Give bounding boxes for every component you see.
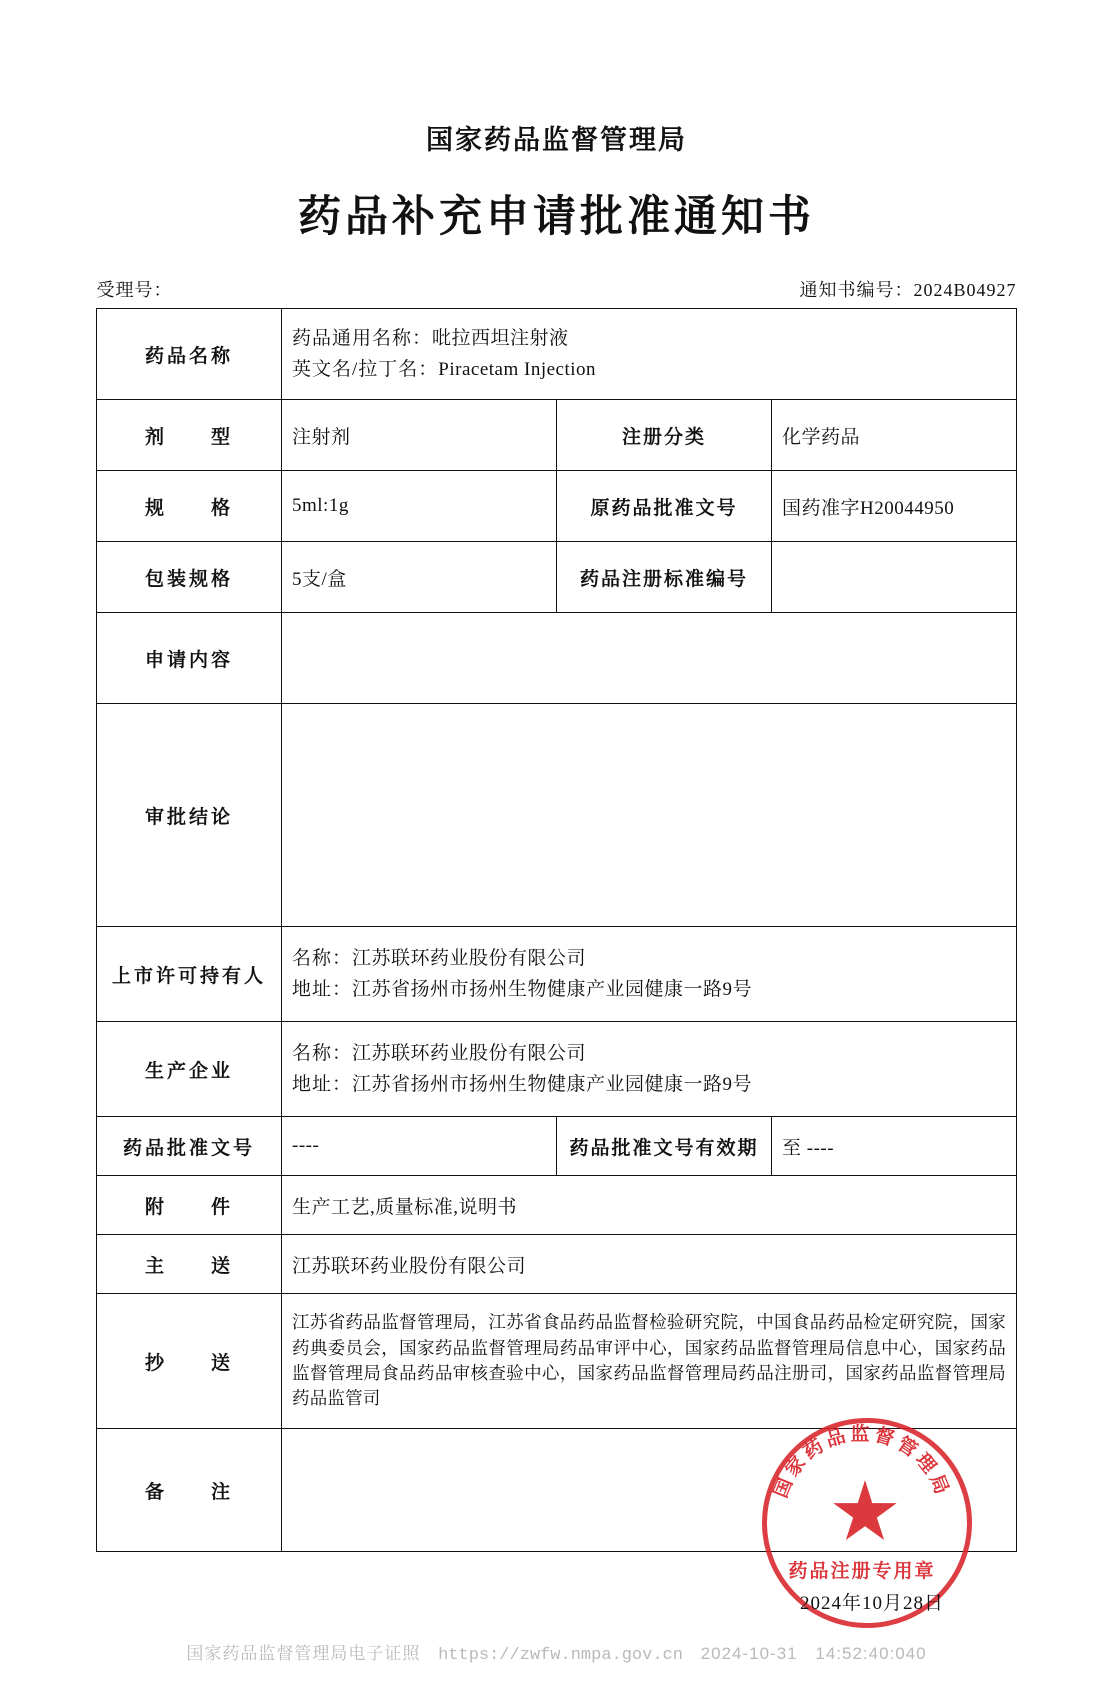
drug-name-label: 药品名称 xyxy=(97,309,282,400)
holder-name-value: 江苏联环药业股份有限公司 xyxy=(352,947,587,969)
table-row-spec xyxy=(97,471,1017,542)
spec-value: 5ml:1g xyxy=(282,471,557,542)
conclusion-label: 审批结论 xyxy=(97,704,282,927)
approval-no-label: 药品批准文号 xyxy=(97,1117,282,1176)
application-content-label: 申请内容 xyxy=(97,613,282,704)
acceptance-number xyxy=(97,276,173,302)
approval-validity-value: 至 ---- xyxy=(772,1117,1017,1176)
footer-label: 国家药品监督管理局电子证照 xyxy=(186,1644,421,1663)
table-row-approval-no xyxy=(97,1117,1017,1176)
english-name-value: Piracetam Injection xyxy=(438,359,597,380)
meta-row xyxy=(97,276,1017,302)
footer-url[interactable]: https://zwfw.nmpa.gov.cn xyxy=(438,1646,683,1665)
dosage-form-value: 注射剂 xyxy=(282,400,557,471)
generic-name-key: 药品通用名称： xyxy=(292,327,433,349)
table-row-remark xyxy=(97,1429,1017,1552)
english-name-key: 英文名/拉丁名： xyxy=(292,359,439,380)
table-row-manufacturer xyxy=(97,1022,1017,1117)
conclusion-value xyxy=(282,704,1017,927)
manufacturer-label: 生产企业 xyxy=(97,1022,282,1117)
manufacturer-value xyxy=(282,1022,1017,1117)
table-row-drug-name xyxy=(97,309,1017,400)
spec-label: 规 格 xyxy=(97,471,282,542)
attachment-label: 附 件 xyxy=(97,1176,282,1235)
attachment-value: 生产工艺,质量标准,说明书 xyxy=(282,1176,1017,1235)
table-row-attachment xyxy=(97,1176,1017,1235)
register-class-value: 化学药品 xyxy=(772,400,1017,471)
manufacturer-name-value: 江苏联环药业股份有限公司 xyxy=(352,1042,587,1064)
notice-number-value: 2024B04927 xyxy=(913,280,1017,300)
register-standard-no-value xyxy=(772,542,1017,613)
cc-label: 抄 送 xyxy=(97,1294,282,1429)
seal-top-text: 国家药品监督管理局 xyxy=(770,1424,954,1502)
table-row-dosage-form xyxy=(97,400,1017,471)
certificate-table xyxy=(96,308,1017,1552)
table-row-holder xyxy=(97,927,1017,1022)
table-row-conclusion xyxy=(97,704,1017,927)
manufacturer-name-key: 名称： xyxy=(292,1042,353,1064)
drug-name-value xyxy=(282,309,1017,400)
notice-number-label: 通知书编号： xyxy=(799,280,914,300)
remark-label: 备 注 xyxy=(97,1429,282,1552)
dosage-form-label: 剂 型 xyxy=(97,400,282,471)
table-row-package-spec xyxy=(97,542,1017,613)
application-content-value xyxy=(282,613,1017,704)
approval-no-value: ---- xyxy=(282,1117,557,1176)
cc-value: 江苏省药品监督管理局，江苏省食品药品监督检验研究院，中国食品药品检定研究院，国家药典委员会，国家药品监督管理局药品审评中心，国家药品监督管理局信息中心，国家药品监督管理局食品药品审核查验中心，国家药品监督管理局药品注册司，国家药品监督管理局药品监管司 xyxy=(292,1312,1006,1409)
package-spec-value: 5支/盒 xyxy=(282,542,557,613)
generic-name-value: 吡拉西坦注射液 xyxy=(432,327,569,349)
table-row-main-recipient xyxy=(97,1235,1017,1294)
seal-date: 2024年10月28日 xyxy=(800,1593,945,1614)
footer-time: 14:52:40:040 xyxy=(815,1644,927,1663)
main-recipient-value: 江苏联环药业股份有限公司 xyxy=(282,1235,1017,1294)
manufacturer-address-key: 地址： xyxy=(292,1074,353,1095)
notice-number xyxy=(799,276,1016,302)
main-recipient-label: 主 送 xyxy=(97,1235,282,1294)
page-title: 药品补充申请批准通知书 xyxy=(298,194,815,241)
certificate-page xyxy=(0,118,1113,1693)
register-standard-no-label: 药品注册标准编号 xyxy=(557,542,772,613)
table-row-application-content xyxy=(97,613,1017,704)
holder-address-key: 地址： xyxy=(292,979,353,1000)
manufacturer-address-value: 江苏省扬州市扬州生物健康产业园健康一路9号 xyxy=(352,1074,753,1095)
original-approval-no-value: 国药准字H20044950 xyxy=(772,471,1017,542)
holder-name-key: 名称： xyxy=(292,947,353,969)
table-row-cc xyxy=(97,1294,1017,1429)
register-class-label: 注册分类 xyxy=(557,400,772,471)
original-approval-no-label: 原药品批准文号 xyxy=(557,471,772,542)
footer-date: 2024-10-31 xyxy=(700,1644,798,1663)
seal-bottom-text: 药品注册专用章 xyxy=(788,1561,936,1582)
footer xyxy=(0,1639,1113,1665)
holder-label: 上市许可持有人 xyxy=(97,927,282,1022)
holder-value xyxy=(282,927,1017,1022)
holder-address-value: 江苏省扬州市扬州生物健康产业园健康一路9号 xyxy=(352,979,753,1000)
remark-value xyxy=(282,1429,1017,1552)
issuing-agency: 国家药品监督管理局 xyxy=(426,125,687,155)
approval-validity-label: 药品批准文号有效期 xyxy=(557,1117,772,1176)
package-spec-label: 包装规格 xyxy=(97,542,282,613)
acceptance-number-label: 受理号： xyxy=(96,280,173,300)
